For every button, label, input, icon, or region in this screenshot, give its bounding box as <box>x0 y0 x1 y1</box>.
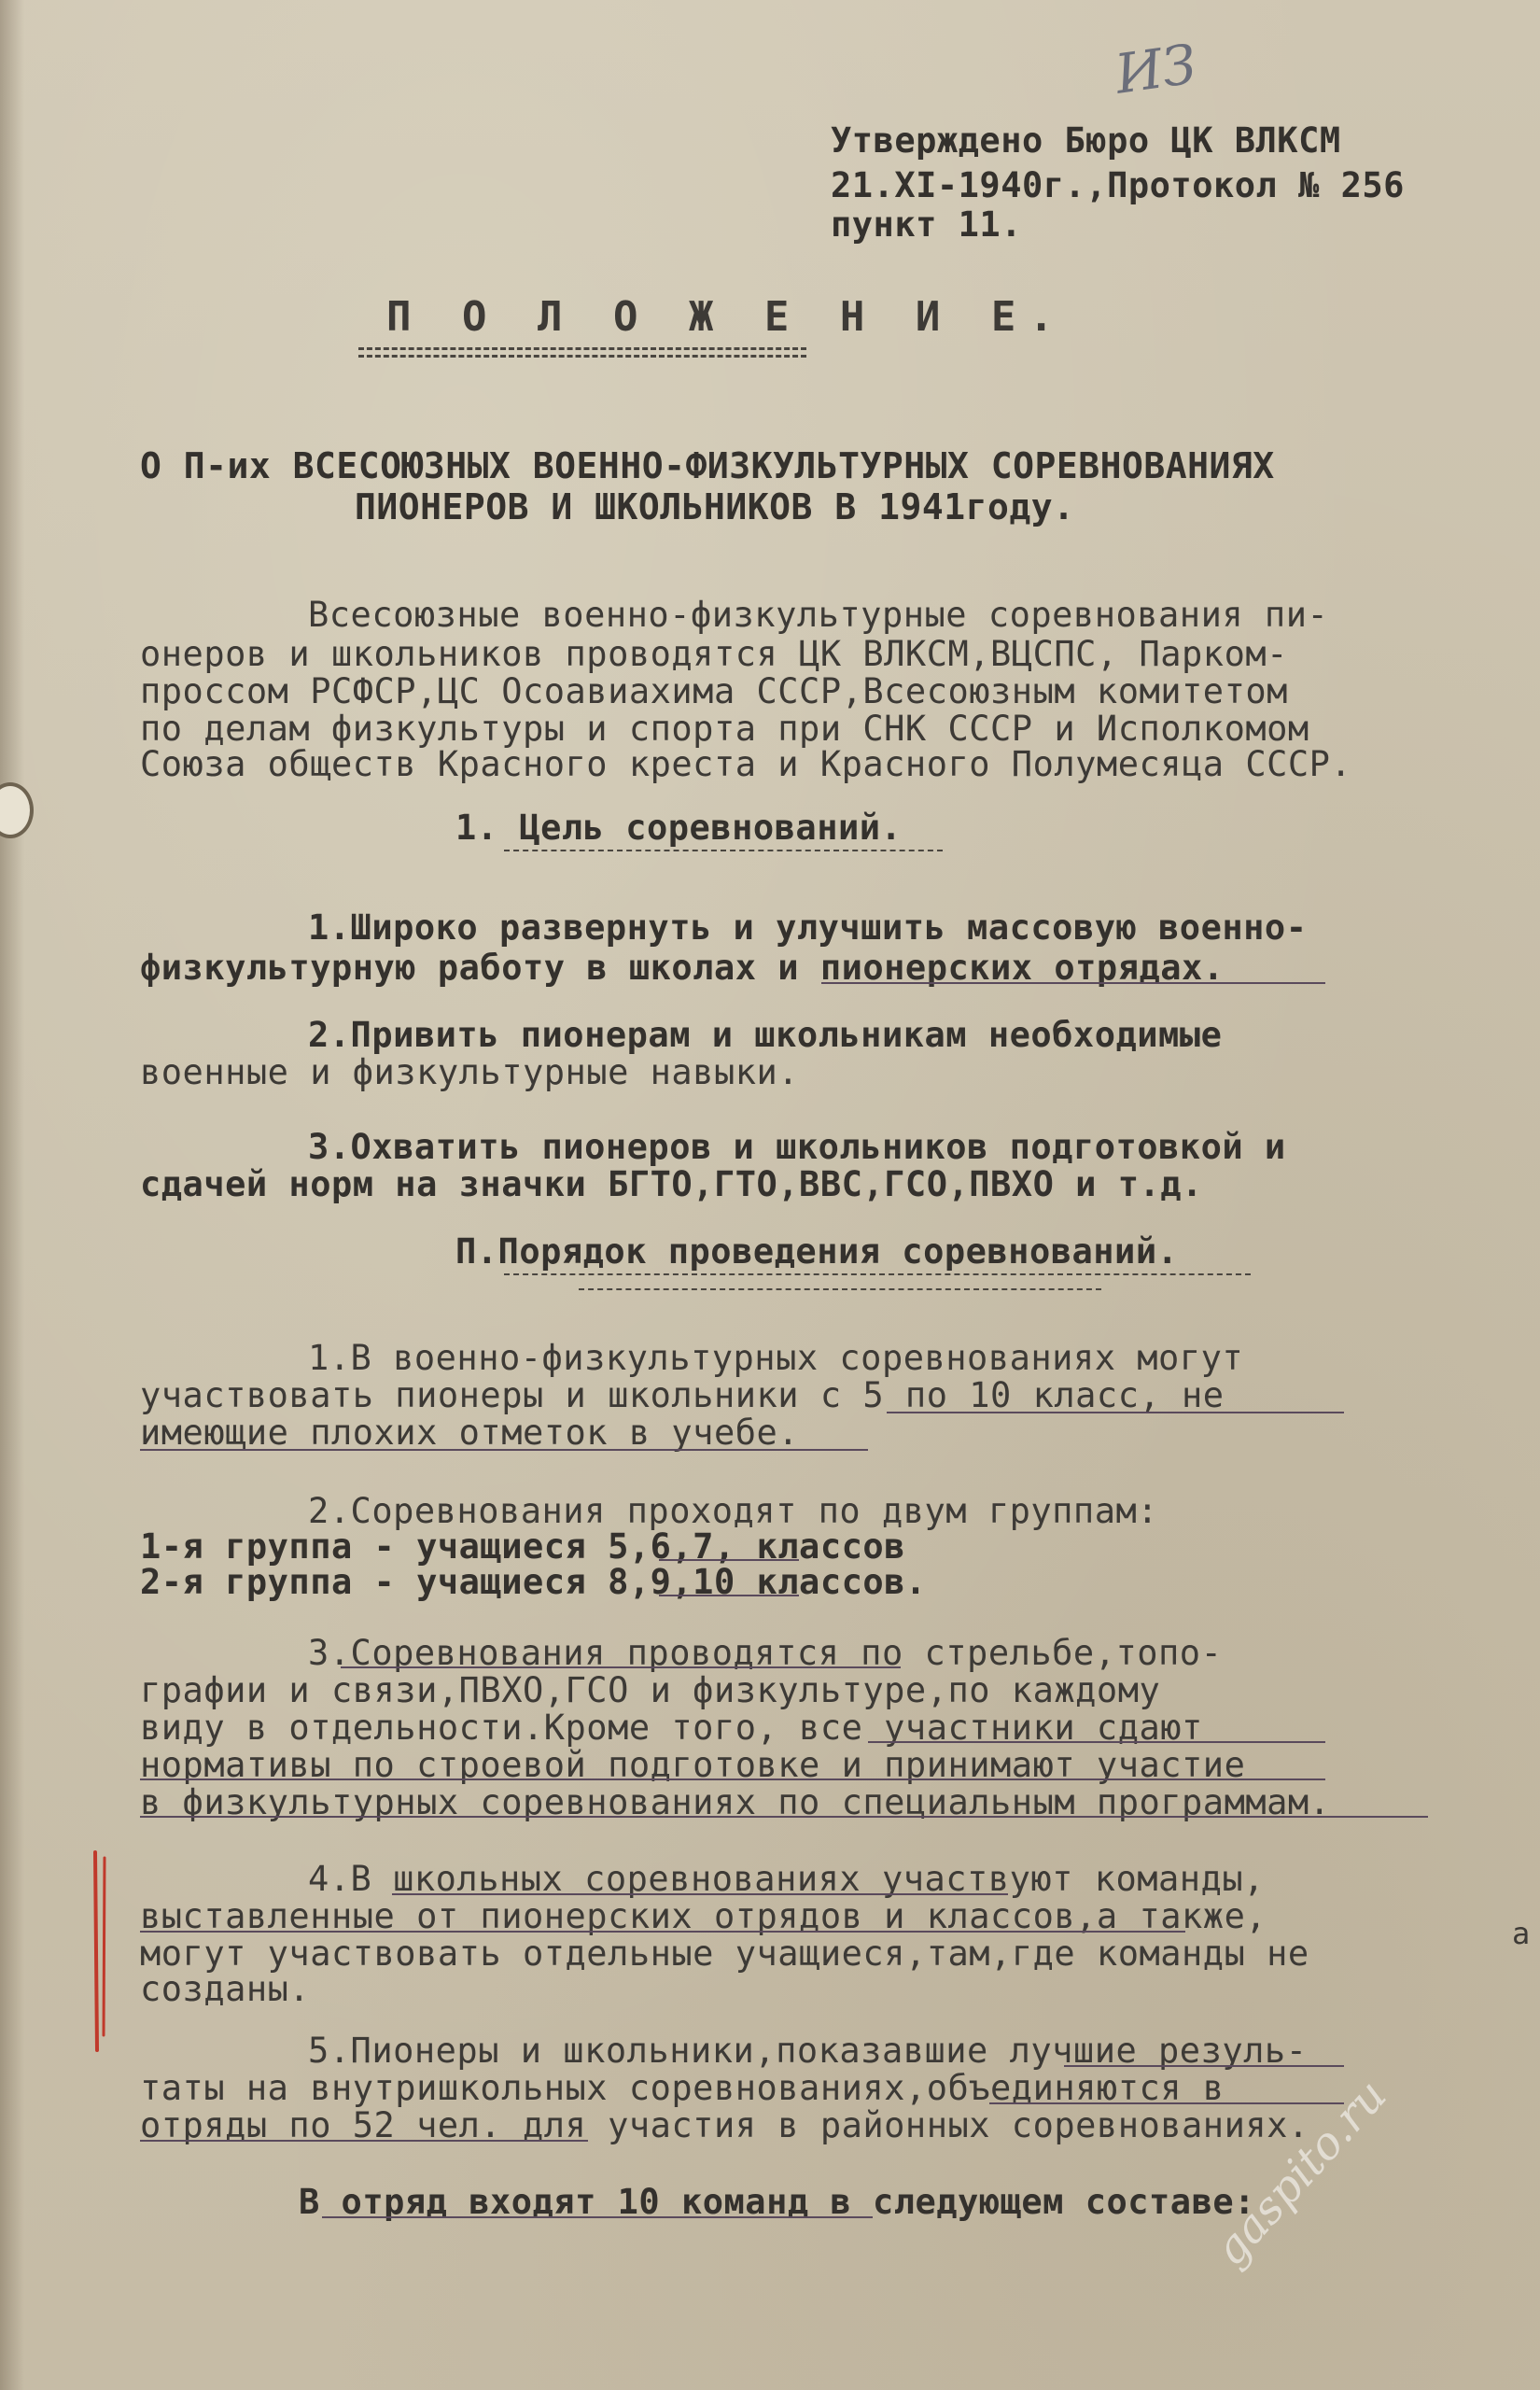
intro-line-3: проссом РСФСР,ЦС Осоавиахима СССР,Всесоюзным комитетом <box>140 671 1288 711</box>
pencil-underline <box>140 1449 868 1451</box>
approval-line-2: 21.XI-1940г.,Протокол № 256 <box>831 165 1405 205</box>
pencil-underline <box>140 1816 1428 1818</box>
pencil-underline <box>392 1893 1008 1895</box>
s1-item2-line2: военные и физкультурные навыки. <box>140 1052 800 1092</box>
s1-item3-line1: 3.Охватить пионеров и школьников подготовкой и <box>308 1127 1286 1167</box>
s2-item3-line4: нормативы по строевой подготовке и принимают участие <box>140 1745 1246 1785</box>
s1-item3-line2: сдачей норм на значки БГТО,ГТО,ВВС,ГСО,ПВХО и т.д. <box>140 1164 1203 1204</box>
s1-item1-line2: физкультурную работу в школах и пионерских отрядах. <box>140 948 1225 988</box>
s1-item1-line1: 1.Широко развернуть и улучшить массовую военно- <box>308 907 1308 948</box>
s2-item1-line3: имеющие плохих отметок в учебе. <box>140 1413 800 1453</box>
s2-item3-line5: в физкультурных соревнованиях по специальным программам. <box>140 1782 1331 1822</box>
pencil-underline <box>887 1412 1344 1413</box>
s2-item4-line4: созданы. <box>140 1969 311 2009</box>
pencil-underline <box>821 982 1325 984</box>
section-2-heading: П.Порядок проведения соревнований. <box>455 1231 1179 1272</box>
margin-letter: а <box>1512 1916 1531 1951</box>
pencil-underline <box>341 1666 901 1668</box>
intro-line-4: по делам физкультуры и спорта при СНК СССР и Исполкомом <box>140 709 1309 749</box>
section-1-underline <box>504 850 943 851</box>
pencil-underline <box>1064 2065 1344 2067</box>
pencil-underline <box>989 2102 1344 2104</box>
pencil-underline <box>140 2140 588 2142</box>
approval-line-1: Утверждено Бюро ЦК ВЛКСМ <box>831 120 1341 161</box>
s2-item3-line2: графии и связи,ПВХО,ГСО и физкультуре,по каждому <box>140 1670 1161 1710</box>
section-1-heading: 1. Цель соревнований. <box>455 808 903 848</box>
watermark: gaspito.ru <box>1204 2069 1397 2276</box>
red-pencil-mark <box>86 1849 114 2054</box>
s2-item4-line3: могут участвовать отдельные учащиеся,там,где команды не <box>140 1933 1309 1974</box>
s1-item2-line1: 2.Привить пионерам и школьникам необходимые <box>308 1015 1223 1055</box>
intro-line-1: Всесоюзные военно-физкультурные соревнования пи- <box>308 595 1329 635</box>
subtitle-line-2: ПИОНЕРОВ И ШКОЛЬНИКОВ В 1941году. <box>355 486 1075 527</box>
s2-item4-line1: 4.В школьных соревнованиях участвуют команды, <box>308 1859 1265 1899</box>
pencil-underline <box>140 1778 1325 1780</box>
pencil-underline <box>140 1931 1185 1933</box>
pencil-underline <box>322 2216 873 2218</box>
subtitle-line-1: О П-их ВСЕСОЮЗНЫХ ВОЕННО-ФИЗКУЛЬТУРНЫХ СОРЕВНОВАНИЯХ <box>140 445 1275 486</box>
s2-item5-line1: 5.Пионеры и школьники,показавшие лучшие резуль- <box>308 2031 1308 2071</box>
s2-item3-line3: виду в отдельности.Кроме того, все участники сдают <box>140 1708 1203 1748</box>
s2-item2-line2: 1-я группа - учащиеся 5,6,7, классов <box>140 1526 905 1567</box>
page-edge-shadow <box>0 0 24 2390</box>
document-title: П О Л О Ж Е Н И Е. <box>386 293 1067 341</box>
s2-item2-line1: 2.Соревнования проходят по двум группам: <box>308 1491 1159 1531</box>
section-2-underline-2 <box>579 1288 1101 1290</box>
section-2-underline-1 <box>504 1273 1251 1275</box>
handwritten-mark: ИЗ <box>1111 32 1201 106</box>
pencil-underline <box>868 1741 1325 1743</box>
s2-item5-line3: отряды по 52 чел. для участия в районных соревнованиях. <box>140 2105 1309 2145</box>
s2-item4-line2: выставленные от пионерских отрядов и классов,а также, <box>140 1896 1267 1936</box>
title-underline-2 <box>358 355 806 358</box>
s2-item2-line3: 2-я группа - учащиеся 8,9,10 классов. <box>140 1562 927 1602</box>
pencil-underline <box>659 1559 799 1561</box>
s2-item5-line2: таты на внутришкольных соревнованиях,объединяются в <box>140 2068 1225 2108</box>
s2-item1-line1: 1.В военно-физкультурных соревнованиях могут <box>308 1338 1244 1378</box>
pencil-underline <box>659 1595 799 1596</box>
intro-line-2: онеров и школьников проводятся ЦК ВЛКСМ,ВЦСПС, Парком- <box>140 634 1288 674</box>
s2-item1-line2: участвовать пионеры и школьники с 5 по 10 класс, не <box>140 1375 1225 1415</box>
punch-hole <box>0 782 34 838</box>
s2-item6-line1: В отряд входят 10 команд в следующем составе: <box>299 2182 1255 2222</box>
approval-line-3: пункт 11. <box>831 204 1022 245</box>
title-underline-1 <box>358 347 806 350</box>
intro-line-5: Союза обществ Красного креста и Красного Полумесяца СССР. <box>140 744 1352 784</box>
s2-item3-line1: 3.Соревнования проводятся по стрельбе,топо- <box>308 1633 1223 1673</box>
